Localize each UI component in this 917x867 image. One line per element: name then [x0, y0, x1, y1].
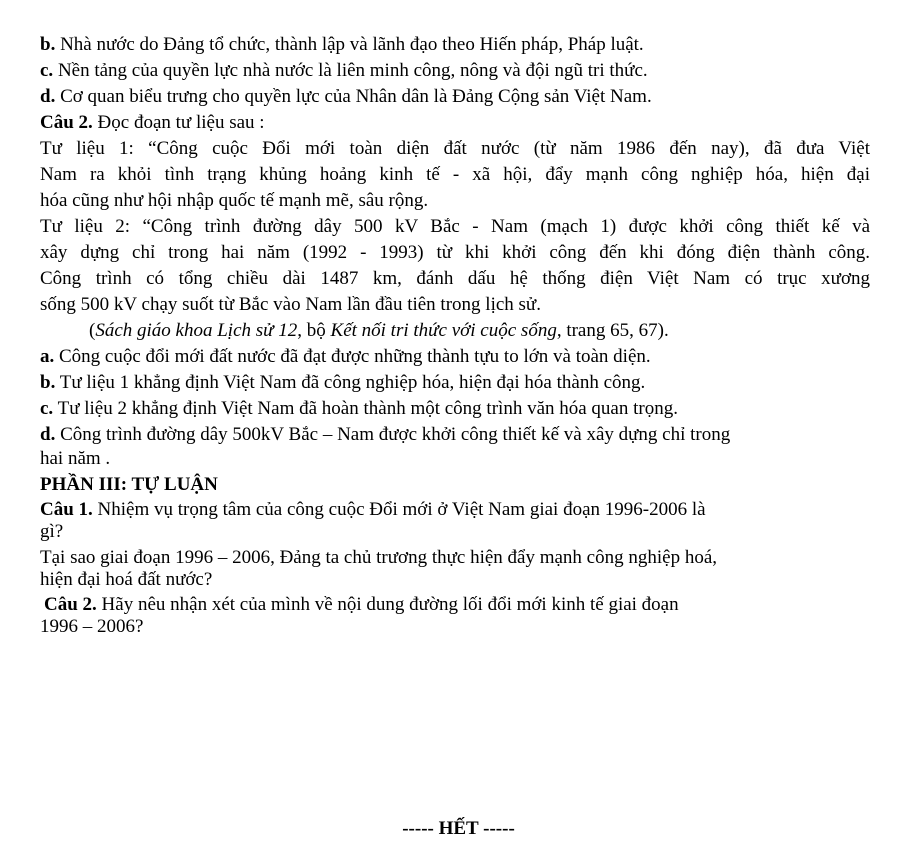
essay-question-1-continued: gì? — [40, 521, 64, 542]
statement-b — [40, 32, 870, 58]
question-text: Nhiệm vụ trọng tâm của công cuộc Đổi mới ở Việt Nam giai đoạn 1996-2006 là — [92, 499, 706, 520]
statement-c — [40, 396, 870, 422]
essay-question-2 — [40, 594, 870, 616]
source-2-line: sống 500 kV chạy suốt từ Bắc vào Nam lần đầu tiên trong lịch sử. — [40, 294, 541, 315]
statement-d — [40, 422, 870, 448]
question-label: Câu 2. — [40, 112, 93, 133]
statement-text: Công cuộc đổi mới đất nước đã đạt được những thành tựu to lớn và toàn diện. — [54, 346, 651, 367]
source-2-line: Công trình có tổng chiều dài 1487 km, đánh dấu hệ thống điện Việt Nam có trục xương — [40, 268, 870, 289]
statement-d — [40, 84, 870, 110]
question-2-title — [40, 110, 870, 136]
statement-label: c. — [40, 60, 54, 81]
statement-text: Cơ quan biểu trưng cho quyền lực của Nhân dân là Đảng Cộng sản Việt Nam. — [55, 86, 652, 107]
statement-text: Tư liệu 1 khẳng định Việt Nam đã công nghiệp hóa, hiện đại hóa thành công. — [55, 372, 646, 393]
citation-series: Kết nối tri thức với cuộc sống — [330, 320, 557, 341]
question-label: Câu 1. — [40, 499, 93, 520]
document-page — [40, 32, 870, 638]
statement-d-continued: hai năm . — [40, 448, 111, 469]
question-text: Hãy nêu nhận xét của mình về nội dung đường lối đổi mới kinh tế giai đoạn — [96, 594, 679, 615]
source-2-line: Tư liệu 2: “Công trình đường dây 500 kV Bắc - Nam (mạch 1) được khởi công thiết kế và — [40, 216, 870, 237]
statement-label: a. — [40, 346, 55, 367]
statement-label: d. — [40, 424, 56, 445]
essay-question-1-followup: Tại sao giai đoạn 1996 – 2006, Đảng ta chủ trương thực hiện đẩy mạnh công nghiệp hoá, — [40, 547, 718, 568]
statement-text: Nền tảng của quyền lực nhà nước là liên minh công, nông và đội ngũ tri thức. — [53, 60, 648, 81]
statement-text: Nhà nước do Đảng tổ chức, thành lập và lãnh đạo theo Hiến pháp, Pháp luật. — [55, 34, 644, 55]
citation-pages: , trang 65, 67). — [556, 320, 669, 341]
statement-label: b. — [40, 34, 56, 55]
citation-mid: , bộ — [297, 320, 331, 341]
source-1-line: Tư liệu 1: “Công cuộc Đổi mới toàn diện đất nước (từ năm 1986 đến nay), đã đưa Việt — [40, 138, 870, 159]
statement-text: Tư liệu 2 khẳng định Việt Nam đã hoàn thành một công trình văn hóa quan trọng. — [53, 398, 678, 419]
statement-label: b. — [40, 372, 56, 393]
citation-book: Sách giáo khoa Lịch sử 12 — [95, 320, 298, 341]
question-label: Câu 2. — [44, 594, 97, 615]
section-heading: PHẦN III: TỰ LUẬN — [40, 474, 218, 495]
citation-open: ( — [89, 320, 96, 341]
source-1-line: Nam ra khỏi tình trạng khủng hoảng kinh tế - xã hội, đẩy mạnh công nghiệp hóa, hiện đại — [40, 164, 870, 185]
statement-b — [40, 370, 870, 396]
statement-a — [40, 344, 870, 370]
statement-text: Công trình đường dây 500kV Bắc – Nam được khởi công thiết kế và xây dựng chỉ trong — [55, 424, 731, 445]
statement-label: d. — [40, 86, 56, 107]
statement-label: c. — [40, 398, 54, 419]
question-prompt: Đọc đoạn tư liệu sau : — [92, 112, 265, 133]
essay-question-1 — [40, 499, 870, 521]
essay-question-1-followup-continued: hiện đại hoá đất nước? — [40, 569, 213, 590]
end-marker: ----- HẾT ----- — [402, 818, 515, 839]
source-2-line: xây dựng chỉ trong hai năm (1992 - 1993) từ khi khởi công đến khi đóng điện thành công. — [40, 242, 870, 263]
citation — [40, 318, 870, 344]
statement-c — [40, 58, 870, 84]
essay-question-2-continued: 1996 – 2006? — [40, 616, 144, 637]
source-1-line: hóa cũng như hội nhập quốc tế mạnh mẽ, sâu rộng. — [40, 190, 429, 211]
